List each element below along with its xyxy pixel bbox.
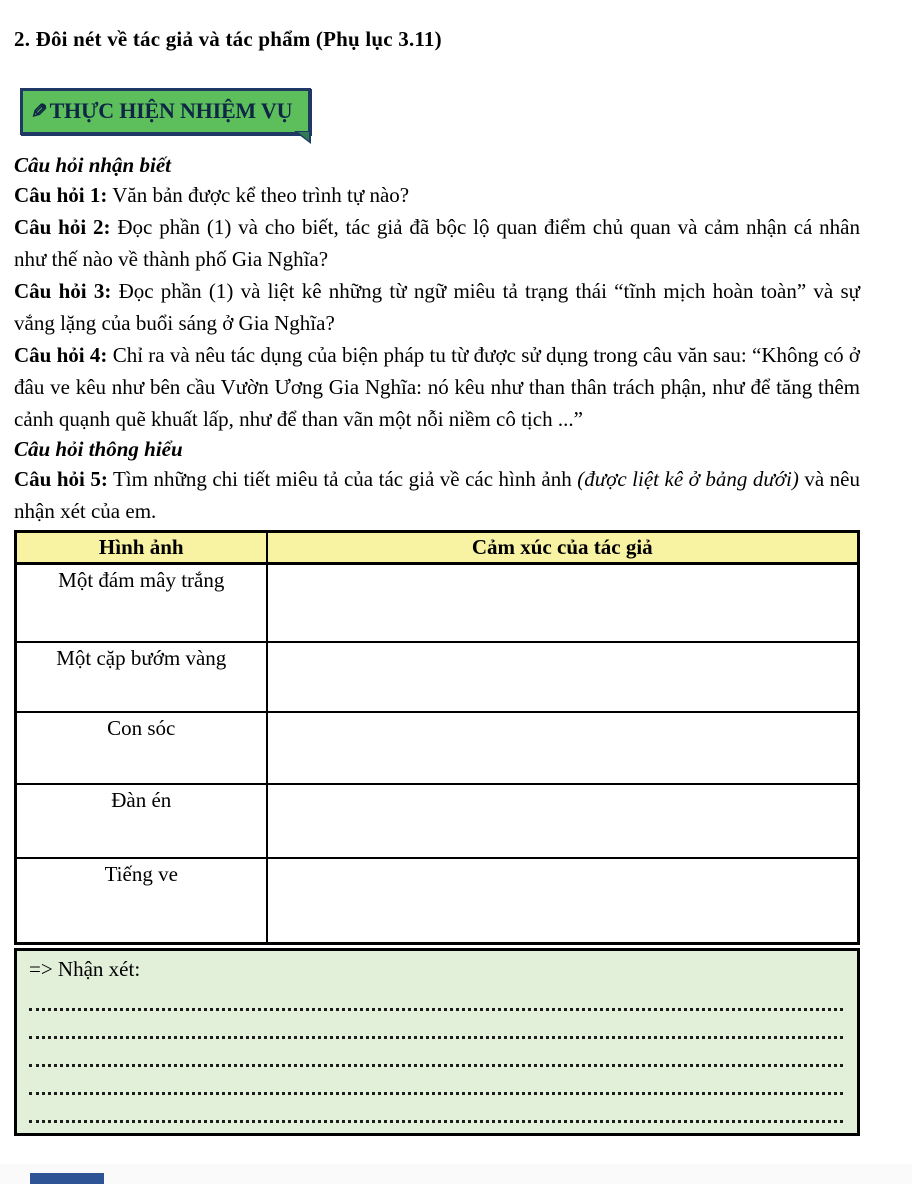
table-row <box>16 642 859 712</box>
emotion-answer-cell[interactable] <box>267 858 859 944</box>
question-3-label: Câu hỏi 3: <box>14 279 112 303</box>
heading-comprehension-questions: Câu hỏi thông hiểu <box>14 437 183 461</box>
page-curl-decoration <box>294 131 311 144</box>
page-content <box>14 26 860 1136</box>
answers-table <box>14 530 860 945</box>
question-2-text: Đọc phần (1) và cho biết, tác giả đã bộc lộ quan điểm chủ quan và cảm nhận cá nhân như thế nào về thành phố Gia Nghĩa? <box>14 215 861 271</box>
image-cell: Một đám mây trắng <box>16 564 267 642</box>
question-1-label: Câu hỏi 1: <box>14 183 108 207</box>
question-2 <box>14 211 860 275</box>
question-5-text-end: và nêu nhận xét của em. <box>14 467 860 523</box>
question-5 <box>14 463 860 527</box>
emotion-answer-cell[interactable] <box>267 784 859 858</box>
page-boundary-gap <box>0 1164 912 1184</box>
question-5-label: Câu hỏi 5: <box>14 467 108 491</box>
question-4-label: Câu hỏi 4: <box>14 343 108 367</box>
emotion-answer-cell[interactable] <box>267 712 859 784</box>
task-banner <box>20 88 311 135</box>
dotted-answer-line[interactable] <box>29 1067 843 1095</box>
dotted-answer-line[interactable] <box>29 1011 843 1039</box>
table-row <box>16 858 859 944</box>
page-title: 2. Đôi nét về tác giả và tác phẩm (Phụ lục 3.11) <box>14 27 442 51</box>
question-4-text: Chỉ ra và nêu tác dụng của biện pháp tu từ được sử dụng trong câu văn sau: “Không có ở đâu ve kêu như bên cầu Vườn Ương Gia Nghĩa: nó kêu như than thân trách phận, như để tăng thêm cảnh quạnh quẽ khuất lấp, như để than vãn một nỗi niềm cô tịch ...” <box>14 343 860 431</box>
image-cell: Đàn én <box>16 784 267 858</box>
column-header-emotion: Cảm xúc của tác giả <box>267 532 859 564</box>
question-3-text: Đọc phần (1) và liệt kê những từ ngữ miêu tả trạng thái “tĩnh mịch hoàn toàn” và sự vắng lặng của buổi sáng ở Gia Nghĩa? <box>14 279 860 335</box>
question-1 <box>14 179 860 211</box>
table-header-row <box>16 532 859 564</box>
question-3 <box>14 275 860 339</box>
question-5-italic-note: (được liệt kê ở bảng dưới) <box>577 467 799 491</box>
column-header-image: Hình ảnh <box>16 532 267 564</box>
image-cell: Tiếng ve <box>16 858 267 944</box>
notes-label: => Nhận xét: <box>29 957 141 981</box>
pen-nib-icon: ✎ <box>31 101 48 123</box>
question-1-text: Văn bản được kể theo trình tự nào? <box>112 183 410 207</box>
table-row <box>16 712 859 784</box>
emotion-answer-cell[interactable] <box>267 642 859 712</box>
dotted-answer-line[interactable] <box>29 1095 843 1123</box>
emotion-answer-cell[interactable] <box>267 564 859 642</box>
dotted-answer-line[interactable] <box>29 983 843 1011</box>
table-row <box>16 784 859 858</box>
notes-box <box>14 948 860 1136</box>
dotted-answer-line[interactable] <box>29 1039 843 1067</box>
question-5-text: Tìm những chi tiết miêu tả của tác giả về các hình ảnh <box>112 467 578 491</box>
image-cell: Một cặp bướm vàng <box>16 642 267 712</box>
question-4 <box>14 339 860 435</box>
image-cell: Con sóc <box>16 712 267 784</box>
task-banner-label: THỰC HIỆN NHIỆM VỤ <box>49 98 293 123</box>
next-section-peek <box>30 1173 104 1184</box>
heading-recognition-questions: Câu hỏi nhận biết <box>14 153 171 177</box>
table-row <box>16 564 859 642</box>
question-2-label: Câu hỏi 2: <box>14 215 111 239</box>
